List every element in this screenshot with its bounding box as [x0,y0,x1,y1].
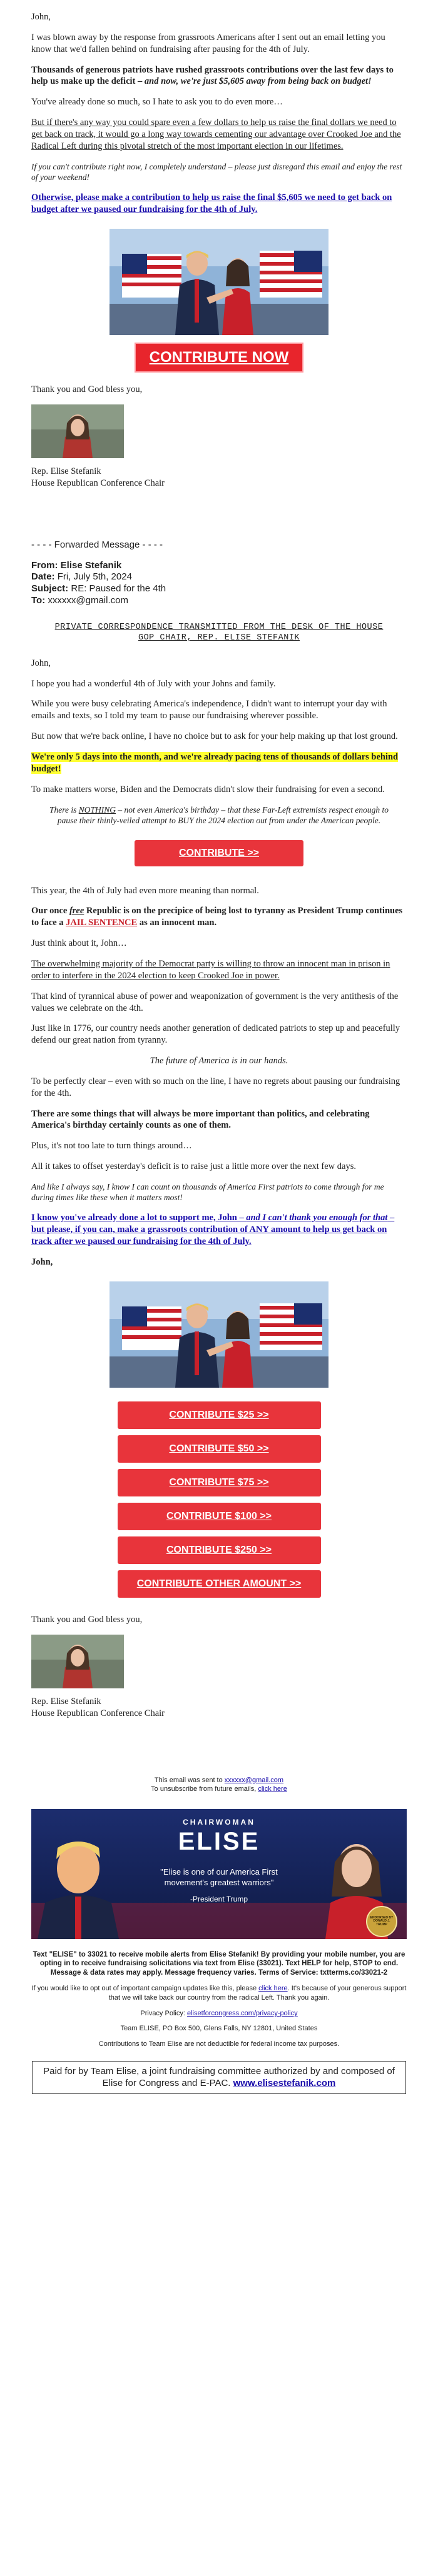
signature-title: House Republican Conference Chair [31,478,165,489]
paragraph: Plus, it's not too late to turn things around… [31,1141,192,1151]
paragraph: That kind of tyrannical abuse of power and weaponization of government is the very antithesis of the values we celebrate on the 4th. [31,991,399,1013]
banner-name: ELISE [178,1828,260,1856]
photo-illustration [109,1281,328,1388]
signature-name: Rep. Elise Stefanik [31,1696,101,1707]
contribute-250-button[interactable]: CONTRIBUTE $250 >> [118,1536,321,1564]
forwarded-label: - - - - Forwarded Message - - - - [31,539,163,550]
paragraph-italic: The future of America is in our hands. [150,1056,288,1066]
website-link[interactable]: www.elisestefanik.com [233,2078,336,2089]
elise-banner[interactable] [31,1809,407,1939]
banner-quote: "Elise is one of our America First movement's greatest warriors" [160,1867,278,1888]
paragraph-bold: There are some things that will always be more important than politics, and celebrating America's birthday certainly counts as one of them. [31,1108,370,1131]
paragraph-bold: Our once free Republic is on the precipice of being lost to tyranny as President Trump continues to face a JAIL SENTENCE as an innocent man. [31,906,403,928]
email-body [31,0,407,2094]
signature-photo-illustration [31,1635,124,1688]
paragraph: All it takes to offset yesterday's deficit is to raise just a little more over the next few days. [31,1161,356,1172]
contribute-link[interactable]: Otherwise, please make a contribution to help us raise the final $5,605 we need to get back on budget after we paused our fundraising for the 4th of July. [31,192,392,214]
opt-out-link[interactable]: click here [258,1985,288,1993]
mailing-address: Team ELISE, PO Box 500, Glens Falls, NY 12801, United States [120,2025,318,2033]
paragraph: But now that we're back online, I have no choice but to ask for your help making up that lost ground. [31,731,398,742]
desk-heading: PRIVATE CORRESPONDENCE TRANSMITTED FROM THE DESK OF THE HOUSE GOP CHAIR, REP. ELISE STEFANIK [54,622,384,643]
paragraph-underlined: The overwhelming majority of the Democrat party is willing to throw an innocent man in prison in order to interfere in the 2024 election to keep Crooked Joe in power. [31,958,390,981]
contribute-link[interactable]: I know you've already done a lot to support me, John – and I can't thank you enough for that – but please, if you can, make a grassroots contribution of ANY amount to help us get back on track after we paused our fundraising for the 4th of July. [31,1213,395,1246]
banner-chairwoman: CHAIRWOMAN [183,1817,255,1827]
paragraph-underlined: But if there's any way you could spare even a few dollars to help us raise the final dollars we need to get back on track, it would go a long way towards cementing our advantage over Crooked Joe and the Radical Left during this pivotal stretch of the most important election in our lifetimes. [31,118,401,151]
signature-photo [31,404,124,458]
paid-for-by-box: Paid for by Team Elise, a joint fundraising committee authorized by and composed of Elise for Congress and E-PAC. www.elisestefanik.com [32,2061,406,2094]
contribute-50-button[interactable]: CONTRIBUTE $50 >> [118,1435,321,1463]
endorsement-seal: ENDORSED BY DONALD J. TRUMP [370,1915,394,1927]
tax-disclaimer: Contributions to Team Elise are not deductible for federal income tax purposes. [98,2040,340,2048]
to-line: To: xxxxxx@gmail.com [31,594,128,606]
highlighted-text: We're only 5 days into the month, and we're already pacing tens of thousands of dollars behind budget! [31,751,399,774]
signature-photo-illustration [31,404,124,458]
opt-out-notice: If you would like to opt out of important campaign updates like this, please click here. It's because of your generous support that we will take back our country from the radical Left. Thank you again. [31,1985,407,2002]
subject-line: Subject: RE: Paused for the 4th [31,583,166,594]
contribute-100-button[interactable]: CONTRIBUTE $100 >> [118,1503,321,1530]
banner-attribution: -President Trump [190,1894,248,1903]
photo-illustration [109,229,328,335]
paragraph-italic: There is NOTHING – not even America's birthday – that these Far-Left extremists respect enough to pause their thinly-veiled attempt to BUY the 2024 election out from under the American people. [49,804,389,826]
unsubscribe-link[interactable]: click here [258,1785,287,1793]
contribute-25-button[interactable]: CONTRIBUTE $25 >> [118,1401,321,1429]
privacy-policy-link[interactable]: elisetforcongress.com/privacy-policy [186,2010,298,2018]
paragraph: While you were busy celebrating America's independence, I didn't want to interrupt your day with emails and texts, so I told my team to pause our fundraising wherever possible. [31,699,387,721]
contribute-other-amount-button[interactable]: CONTRIBUTE OTHER AMOUNT >> [118,1570,321,1598]
salutation: John, [31,1256,53,1267]
signature-title: House Republican Conference Chair [31,1708,165,1719]
forwarded-message-header [31,539,407,607]
paragraph: To make matters worse, Biden and the Democrats didn't slow their fundraising for even a second. [31,784,385,794]
footer-sent-to: This email was sent to xxxxxx@gmail.com To unsubscribe from future emails, click here [151,1776,287,1793]
salutation: John, [31,658,51,668]
date-line: Date: Fri, July 5th, 2024 [31,571,132,583]
paragraph: I was blown away by the response from grassroots Americans after I sent out an email letting you know that we'd fallen behind on fundraising after pausing for the 4th of July. [31,32,385,54]
closing: Thank you and God bless you, [31,384,143,395]
amount-buttons [31,1401,407,1598]
closing: Thank you and God bless you, [31,1615,143,1625]
paragraph: This year, the 4th of July had even more meaning than normal. [31,885,259,896]
signature-name: Rep. Elise Stefanik [31,466,101,477]
paragraph-italic: If you can't contribute right now, I completely understand – please just disregard this email and enjoy the rest of your weekend! [31,161,402,183]
salutation: John, [31,12,51,22]
contribute-75-button[interactable]: CONTRIBUTE $75 >> [118,1469,321,1496]
trump-stefanik-photo[interactable] [109,229,328,335]
paragraph-italic: And like I always say, I know I can count on thousands of America First patriots to come through for me during times like these when it matters most! [31,1181,384,1203]
contribute-button[interactable]: CONTRIBUTE >> [135,840,303,866]
recipient-email-link[interactable]: xxxxxx@gmail.com [224,1776,284,1784]
paragraph: You've already done so much, so I hate to ask you to do even more… [31,97,283,108]
paragraph: I hope you had a wonderful 4th of July with your Johns and family. [31,678,276,689]
text-opt-in-notice: Text "ELISE" to 33021 to receive mobile alerts from Elise Stefanik! By providing your mobile number, you are opting in to receive fundraising solicitations via text from Elise (33021). Text HELP for help, STOP to end. Message & data rates may apply. Message frequency varies. Terms of Service: txtterms.co/33021-2 [33,1950,405,1977]
paragraph: Just think about it, John… [31,938,127,949]
paragraph-bold: Thousands of generous patriots have rushed grassroots contributions over the last few days to help us make up the deficit – and now, we're just $5,605 away from being back on budget! [31,64,394,87]
privacy-policy: Privacy Policy: elisetforcongress.com/privacy-policy [140,2010,298,2018]
contribute-now-button[interactable]: CONTRIBUTE NOW [135,343,303,373]
paragraph: To be perfectly clear – even with so much on the line, I have no regrets about pausing our fundraising for the 4th. [31,1076,400,1098]
trump-stefanik-photo[interactable] [109,1281,328,1388]
paragraph: Just like in 1776, our country needs another generation of dedicated patriots to step up and peacefully defend our great nation from tyranny. [31,1023,400,1046]
from-line: From: Elise Stefanik [31,559,122,571]
signature-photo [31,1635,124,1688]
